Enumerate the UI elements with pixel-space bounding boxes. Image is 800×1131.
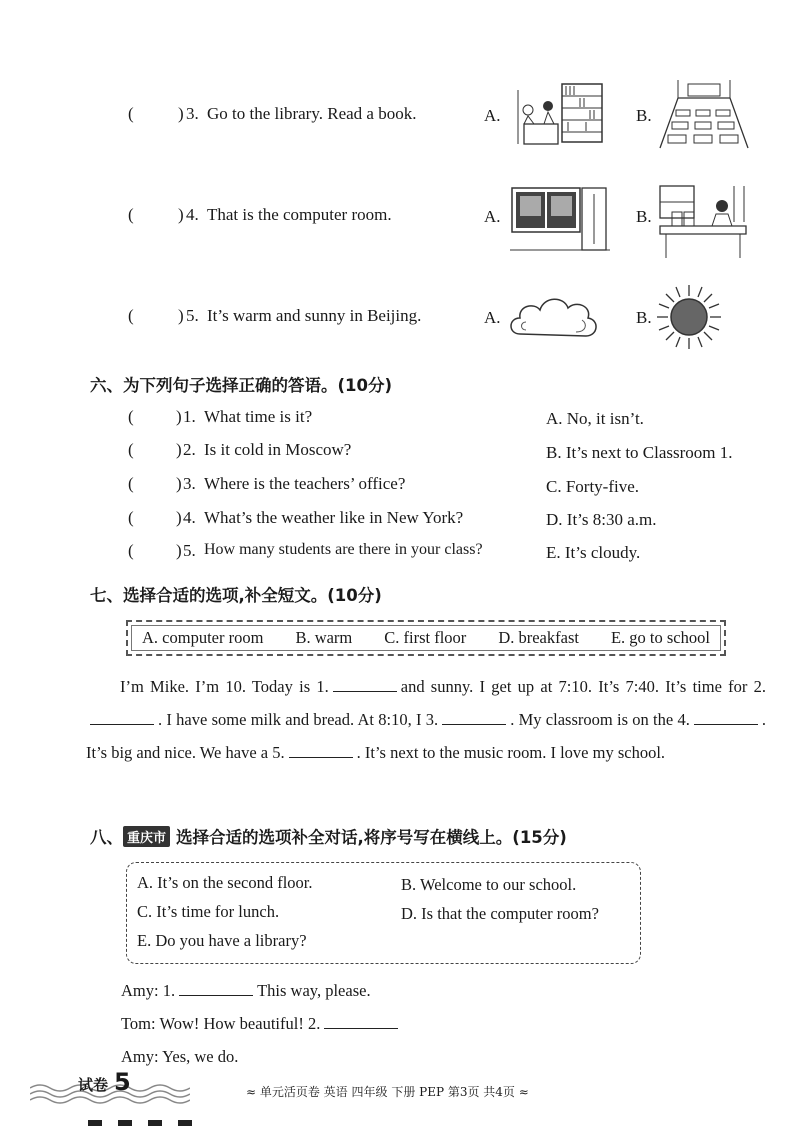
classroom-desks-icon [658,78,750,150]
window-door-icon [510,184,610,256]
sun-icon [656,284,722,350]
question-text: Go to the library. Read a book. [207,104,417,123]
answer-paren-close: ) [176,407,182,426]
question-number: 1. [183,407,196,426]
dialog-blank-1[interactable] [179,994,253,996]
question-text: How many students are there in your class? [204,541,483,558]
answer-paren-close: ) [178,104,184,123]
option-b-label: B. [636,207,652,226]
library-reading-icon [514,80,606,148]
section-8-number: 八、 [90,828,123,847]
question-text: What’s the weather like in New York? [204,508,464,527]
answer-paren-open[interactable]: ( [128,508,134,527]
dialog-option: C. It’s time for lunch. [137,902,280,921]
office-desk-icon [656,182,750,262]
speaker: Amy: [121,981,159,1000]
dialog-line-2 [121,1014,402,1034]
answer-option: B. It’s next to Classroom 1. [546,443,733,462]
answer-paren-open[interactable]: ( [128,104,134,123]
dialog-option: D. Is that the computer room? [401,904,599,923]
word-option: B. warm [295,628,353,647]
dialog-line-1 [121,981,371,1001]
blank-4[interactable] [694,723,758,725]
question-text: Where is the teachers’ office? [204,474,406,493]
answer-paren-open[interactable]: ( [128,440,134,459]
footer-text: ≈ 单元活页卷 英语 四年级 下册 PEP 第3页 共4页 ≈ [246,1085,529,1099]
section-7-heading: 七、选择合适的选项,补全短文。(10分) [90,586,382,605]
dialog-text: Yes, we do. [162,1047,239,1066]
paper-label [78,1068,131,1096]
question-number: 5. [183,541,196,560]
dialog-option: B. Welcome to our school. [401,875,577,894]
dialog-text: Wow! How beautiful! 2. [159,1014,321,1033]
answer-paren-open[interactable]: ( [128,407,134,426]
option-a-label: A. [484,308,501,327]
city-badge: 重庆市 [123,826,170,847]
cloze-passage [86,670,766,769]
section-8-title: 选择合适的选项补全对话,将序号写在横线上。(15分) [176,828,567,847]
word-option: C. first floor [384,628,467,647]
question-number: 5. [186,306,199,325]
answer-paren-close: ) [176,541,182,560]
passage-text: I’m Mike. I’m 10. Today is 1. [120,677,329,696]
question-number: 3. [183,474,196,493]
passage-text: . It’s next to the music room. I love my school. [356,743,666,762]
question-number: 2. [183,440,196,459]
footer-bars-decoration [88,1118,198,1128]
section-8-heading [90,824,567,848]
question-number: 4. [186,205,199,224]
paper-number: 5 [113,1068,131,1096]
passage-text: . I have some milk and bread. At 8:10, I 3. [158,710,439,729]
question-text: Is it cold in Moscow? [204,440,352,459]
word-option: A. computer room [142,628,264,647]
passage-text: . My classroom is on the 4. [510,710,690,729]
dialog-options-box [126,862,641,964]
question-text: It’s warm and sunny in Beijing. [207,306,422,325]
question-text: What time is it? [204,407,313,426]
answer-paren-open[interactable]: ( [128,306,134,325]
answer-option: D. It’s 8:30 a.m. [546,510,657,529]
passage-text: and sunny. I get up at 7:10. It’s 7:40. It’s time for 2. [400,677,767,696]
blank-3[interactable] [442,723,506,725]
blank-1[interactable] [333,690,397,692]
speaker: Amy: [121,1047,159,1066]
dialog-text: 1. [162,981,176,1000]
question-number: 3. [186,104,199,123]
word-option: E. go to school [610,628,710,647]
answer-option: A. No, it isn’t. [546,409,644,428]
paper-label-text: 试卷 [78,1076,109,1094]
cloud-icon [506,286,600,346]
answer-paren-close: ) [178,306,184,325]
answer-paren-open[interactable]: ( [128,205,134,224]
blank-2[interactable] [90,723,154,725]
answer-paren-open[interactable]: ( [128,541,134,560]
blank-5[interactable] [289,756,353,758]
question-text: That is the computer room. [207,205,392,224]
answer-option: C. Forty-five. [546,477,640,496]
section-6-heading: 六、为下列句子选择正确的答语。(10分) [90,376,393,395]
word-bank-box [126,620,726,656]
option-b-label: B. [636,308,652,327]
dialog-line-3 [121,1047,238,1067]
dialog-option: A. It’s on the second floor. [137,873,313,892]
dialog-text: This way, please. [257,981,371,1000]
option-b-label: B. [636,106,652,125]
answer-paren-close: ) [178,205,184,224]
dialog-option: E. Do you have a library? [137,931,307,950]
word-option: D. breakfast [498,628,579,647]
answer-paren-open[interactable]: ( [128,474,134,493]
answer-paren-close: ) [176,508,182,527]
answer-option: E. It’s cloudy. [546,543,641,562]
speaker: Tom: [121,1014,156,1033]
answer-paren-close: ) [176,474,182,493]
passage-text: . It’s big and nice. We have a 5. [86,710,766,762]
answer-paren-close: ) [176,440,182,459]
dialog-blank-2[interactable] [324,1027,398,1029]
option-a-label: A. [484,106,501,125]
option-a-label: A. [484,207,501,226]
question-number: 4. [183,508,196,527]
